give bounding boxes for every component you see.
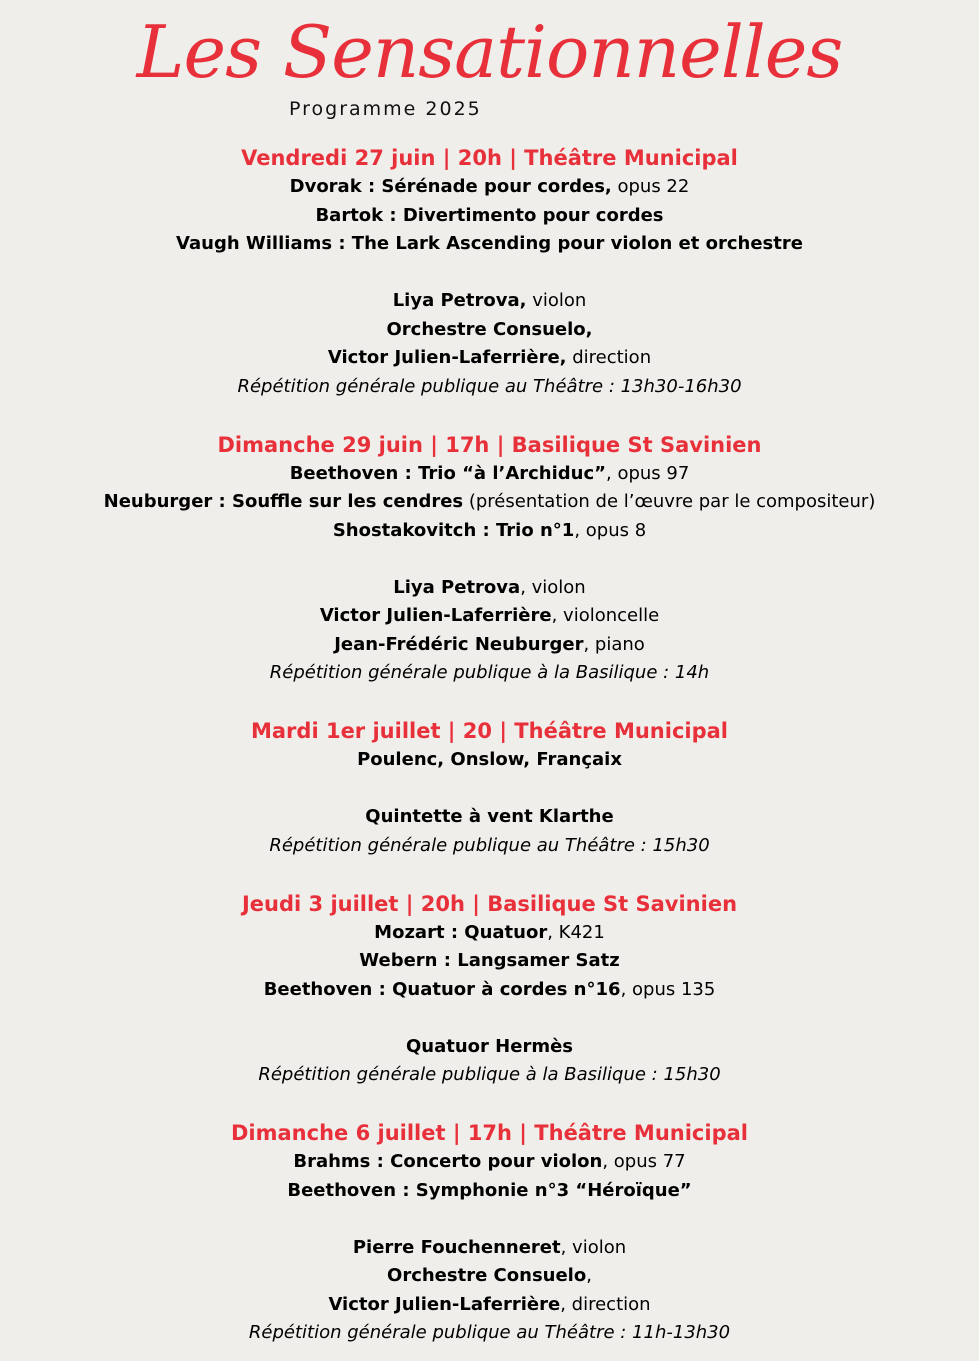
work-title: Neuburger : Souffle sur les cendres xyxy=(103,491,464,512)
performer-name: Liya Petrova, xyxy=(392,290,527,311)
festival-title: Les Sensationnelles xyxy=(136,10,843,94)
work-detail: (présentation de l’œuvre par le compositeur) xyxy=(463,491,876,512)
performer-role: direction xyxy=(566,347,652,368)
work-line xyxy=(0,919,979,948)
work-detail: , opus 97 xyxy=(606,462,690,484)
performer-name: Orchestre Consuelo, xyxy=(386,318,593,340)
performer-line xyxy=(0,574,979,603)
spacer xyxy=(0,259,979,288)
rehearsal-note: Répétition générale publique à la Basilique : 15h30 xyxy=(258,1064,721,1085)
performer-role: , violon xyxy=(560,1236,627,1258)
performer-name: Pierre Fouchenneret xyxy=(352,1236,561,1258)
festival-logo xyxy=(0,0,979,130)
work-line xyxy=(0,947,979,976)
performer-line xyxy=(0,316,979,345)
performer-line xyxy=(0,602,979,631)
rehearsal-note: Répétition générale publique à la Basilique : 14h xyxy=(269,662,710,683)
spacer xyxy=(0,545,979,574)
work-title: Shostakovitch : Trio n°1 xyxy=(332,519,575,541)
concert-heading: Dimanche 29 juin | 17h | Basilique St Savinien xyxy=(217,432,762,457)
concert-event xyxy=(0,143,979,401)
performer-name: Quatuor Hermès xyxy=(405,1035,574,1057)
concert-event xyxy=(0,1118,979,1348)
performer-line xyxy=(0,287,979,316)
performer-name: Victor Julien-Laferrière, xyxy=(327,347,567,368)
spacer xyxy=(0,1004,979,1033)
performer-line xyxy=(0,803,979,832)
performer-line xyxy=(0,631,979,660)
performer-name: Liya Petrova xyxy=(393,576,521,598)
work-detail: , opus 135 xyxy=(620,978,716,1000)
work-line xyxy=(0,202,979,231)
performer-line xyxy=(0,1234,979,1263)
work-line xyxy=(0,746,979,775)
performer-name: Victor Julien-Laferrière xyxy=(319,605,552,626)
performer-name: Jean-Frédéric Neuburger xyxy=(334,633,584,655)
performer-role: , violon xyxy=(520,576,586,598)
rehearsal-note: Répétition générale publique au Théâtre : 11h-13h30 xyxy=(248,1322,731,1343)
work-detail: , opus 77 xyxy=(602,1151,686,1172)
work-detail: , opus 8 xyxy=(574,519,647,541)
performer-role: , xyxy=(586,1265,592,1286)
work-title: Bartok : Divertimento pour cordes xyxy=(315,204,664,226)
work-title: Brahms : Concerto pour violon xyxy=(293,1151,603,1172)
work-line xyxy=(0,1148,979,1177)
work-title: Poulenc, Onslow, Françaix xyxy=(357,749,622,770)
work-title: Beethoven : Quatuor à cordes n°16 xyxy=(263,978,621,1000)
work-line xyxy=(0,517,979,546)
work-detail: opus 22 xyxy=(611,176,690,197)
rehearsal-note: Répétition générale publique au Théâtre : 13h30-16h30 xyxy=(237,375,742,397)
performer-role: , piano xyxy=(583,633,645,655)
work-line xyxy=(0,488,979,517)
concert-heading: Jeudi 3 juillet | 20h | Basilique St Savinien xyxy=(241,891,738,916)
performer-line xyxy=(0,1033,979,1062)
festival-subtitle: Programme 2025 xyxy=(289,98,482,120)
work-title: Beethoven : Trio “à l’Archiduc” xyxy=(289,462,606,484)
work-line xyxy=(0,976,979,1005)
concert-heading: Dimanche 6 juillet | 17h | Théâtre Municipal xyxy=(231,1121,748,1145)
performer-line xyxy=(0,1291,979,1320)
work-title: Mozart : Quatuor xyxy=(374,921,548,943)
spacer xyxy=(0,1205,979,1234)
performer-line xyxy=(0,344,979,373)
concert-event xyxy=(0,716,979,860)
work-line xyxy=(0,173,979,202)
performer-name: Victor Julien-Laferrière xyxy=(328,1293,561,1315)
work-title: Webern : Langsamer Satz xyxy=(359,950,620,971)
work-title: Beethoven : Symphonie n°3 “Héroïque” xyxy=(287,1179,692,1201)
work-title: Dvorak : Sérénade pour cordes, xyxy=(289,176,612,197)
concert-heading: Mardi 1er juillet | 20 | Théâtre Municipal xyxy=(250,719,728,743)
work-detail: , K421 xyxy=(547,921,605,943)
performer-name: Quintette à vent Klarthe xyxy=(365,806,614,827)
concert-event xyxy=(0,889,979,1090)
work-title: Vaugh Williams : The Lark Ascending pour violon et orchestre xyxy=(176,233,803,254)
spacer xyxy=(0,775,979,804)
work-line xyxy=(0,460,979,489)
concert-event xyxy=(0,430,979,688)
concert-programme xyxy=(0,143,979,1348)
performer-role: , direction xyxy=(560,1293,651,1315)
work-line xyxy=(0,230,979,259)
concert-heading: Vendredi 27 juin | 20h | Théâtre Municipal xyxy=(241,146,738,170)
rehearsal-note: Répétition générale publique au Théâtre : 15h30 xyxy=(269,834,710,856)
performer-line xyxy=(0,1262,979,1291)
performer-role: , violoncelle xyxy=(551,605,660,626)
performer-name: Orchestre Consuelo xyxy=(387,1265,587,1286)
performer-role: violon xyxy=(526,290,587,311)
work-line xyxy=(0,1177,979,1206)
